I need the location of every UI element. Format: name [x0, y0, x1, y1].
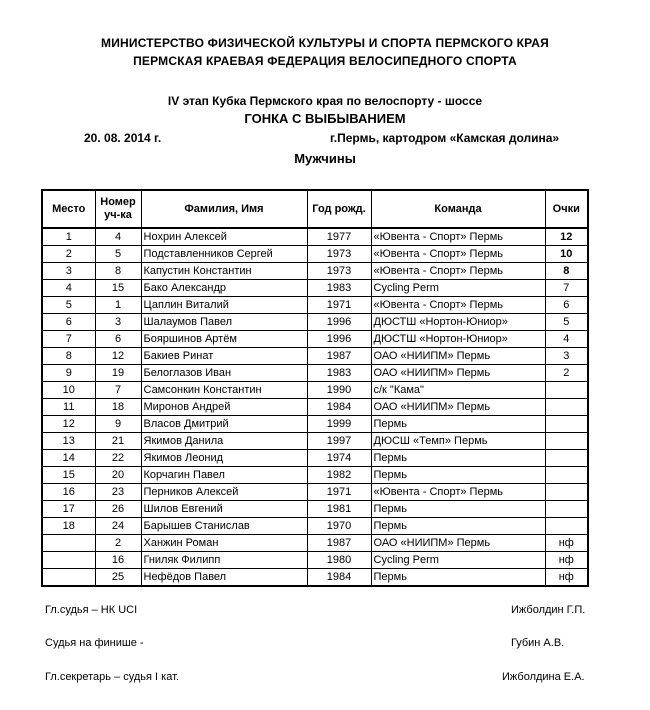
cell-year: 1982 — [307, 467, 371, 484]
chief-judge-label: Гл.судья – НК UCI — [45, 604, 138, 616]
table-row — [42, 263, 588, 280]
table-row — [42, 569, 588, 587]
cell-place: 16 — [42, 484, 95, 501]
cell-team: ДЮСТШ «Нортон-Юниор» — [371, 331, 545, 348]
finish-judge-name: Губин А.В. — [511, 637, 565, 649]
table-row — [42, 228, 588, 246]
cell-team: ОАО «НИИПМ» Пермь — [371, 348, 545, 365]
cell-year: 1974 — [307, 450, 371, 467]
cell-bib: 9 — [95, 416, 141, 433]
table-row — [42, 433, 588, 450]
table-row — [42, 246, 588, 263]
cell-team: Пермь — [371, 518, 545, 535]
table-row — [42, 280, 588, 297]
cell-name: Якимов Леонид — [141, 450, 307, 467]
cell-place: 18 — [42, 518, 95, 535]
table-row — [42, 467, 588, 484]
cell-points: 5 — [545, 314, 588, 331]
cell-bib: 25 — [95, 569, 141, 587]
cell-points: нф — [545, 535, 588, 552]
cell-name: Капустин Константин — [141, 263, 307, 280]
cell-name: Подставленников Сергей — [141, 246, 307, 263]
cell-team: с/к "Кама" — [371, 382, 545, 399]
cell-team: «Ювента - Спорт» Пермь — [371, 484, 545, 501]
cell-bib: 3 — [95, 314, 141, 331]
cell-place — [42, 552, 95, 569]
cell-place — [42, 535, 95, 552]
cell-bib: 19 — [95, 365, 141, 382]
cell-team: Пермь — [371, 467, 545, 484]
cell-place: 10 — [42, 382, 95, 399]
cell-bib: 12 — [95, 348, 141, 365]
cell-bib: 7 — [95, 382, 141, 399]
cell-bib: 20 — [95, 467, 141, 484]
stage-title: IV этап Кубка Пермского края по велоспорту - шоссе — [167, 94, 483, 108]
race-title: ГОНКА С ВЫБЫВАНИЕМ — [244, 111, 406, 126]
cell-bib: 16 — [95, 552, 141, 569]
table-row — [42, 382, 588, 399]
cell-bib: 23 — [95, 484, 141, 501]
cell-place: 8 — [42, 348, 95, 365]
table-row — [42, 416, 588, 433]
ministry-title: МИНИСТЕРСТВО ФИЗИЧЕСКОЙ КУЛЬТУРЫ И СПОРТА ПЕРМСКОГО КРАЯ — [101, 36, 549, 50]
cell-place: 11 — [42, 399, 95, 416]
cell-bib: 6 — [95, 331, 141, 348]
cell-place: 5 — [42, 297, 95, 314]
cell-name: Перников Алексей — [141, 484, 307, 501]
cell-points: 7 — [545, 280, 588, 297]
cell-team: ОАО «НИИПМ» Пермь — [371, 399, 545, 416]
col-header-place: Место — [42, 190, 95, 228]
cell-place: 6 — [42, 314, 95, 331]
cell-year: 1987 — [307, 535, 371, 552]
cell-points: нф — [545, 552, 588, 569]
cell-team: Пермь — [371, 450, 545, 467]
cell-points — [545, 433, 588, 450]
cell-place: 15 — [42, 467, 95, 484]
cell-year: 1970 — [307, 518, 371, 535]
cell-year: 1973 — [307, 246, 371, 263]
results-table — [41, 189, 589, 587]
cell-year: 1997 — [307, 433, 371, 450]
table-row — [42, 365, 588, 382]
cell-year: 1983 — [307, 365, 371, 382]
table-row — [42, 535, 588, 552]
bib-header-line1: Номер — [100, 196, 136, 208]
cell-points: 8 — [545, 263, 588, 280]
cell-year: 1980 — [307, 552, 371, 569]
cell-name: Белоглазов Иван — [141, 365, 307, 382]
chief-judge-name: Ижболдин Г.П. — [511, 604, 586, 616]
cell-place: 13 — [42, 433, 95, 450]
cell-points: 4 — [545, 331, 588, 348]
cell-team: ДЮСТШ «Нортон-Юниор» — [371, 314, 545, 331]
table-row — [42, 484, 588, 501]
cell-bib: 24 — [95, 518, 141, 535]
cell-team: Cycling Perm — [371, 280, 545, 297]
cell-name: Нохрин Алексей — [141, 228, 307, 246]
col-header-name: Фамилия, Имя — [141, 190, 307, 228]
cell-points — [545, 382, 588, 399]
cell-name: Бакиев Ринат — [141, 348, 307, 365]
bib-header-line2: уч-ка — [104, 209, 132, 221]
cell-team: Cycling Perm — [371, 552, 545, 569]
cell-place: 17 — [42, 501, 95, 518]
cell-team: «Ювента - Спорт» Пермь — [371, 263, 545, 280]
cell-points: 6 — [545, 297, 588, 314]
cell-team: ОАО «НИИПМ» Пермь — [371, 535, 545, 552]
col-header-team: Команда — [371, 190, 545, 228]
cell-place: 4 — [42, 280, 95, 297]
event-date: 20. 08. 2014 г. — [84, 131, 162, 145]
event-venue: г.Пермь, картодром «Камская долина» — [330, 131, 560, 145]
cell-points — [545, 416, 588, 433]
cell-bib: 22 — [95, 450, 141, 467]
cell-year: 1984 — [307, 569, 371, 587]
chief-secretary-label: Гл.секретарь – судья I кат. — [45, 671, 179, 683]
cell-name: Шалаумов Павел — [141, 314, 307, 331]
table-row — [42, 314, 588, 331]
cell-place: 3 — [42, 263, 95, 280]
cell-points: 12 — [545, 228, 588, 246]
cell-points — [545, 450, 588, 467]
cell-name: Цаплин Виталий — [141, 297, 307, 314]
cell-team: Пермь — [371, 416, 545, 433]
cell-name: Якимов Данила — [141, 433, 307, 450]
cell-year: 1971 — [307, 297, 371, 314]
cell-year: 1977 — [307, 228, 371, 246]
cell-name: Самсонкин Константин — [141, 382, 307, 399]
cell-points: 10 — [545, 246, 588, 263]
cell-bib: 2 — [95, 535, 141, 552]
cell-team: Пермь — [371, 569, 545, 587]
cell-bib: 18 — [95, 399, 141, 416]
cell-name: Миронов Андрей — [141, 399, 307, 416]
cell-name: Власов Дмитрий — [141, 416, 307, 433]
cell-team: «Ювента - Спорт» Пермь — [371, 228, 545, 246]
cell-bib: 1 — [95, 297, 141, 314]
cell-year: 1981 — [307, 501, 371, 518]
cell-team: Пермь — [371, 501, 545, 518]
cell-year: 1973 — [307, 263, 371, 280]
cell-year: 1990 — [307, 382, 371, 399]
cell-name: Барышев Станислав — [141, 518, 307, 535]
table-row — [42, 348, 588, 365]
cell-team: «Ювента - Спорт» Пермь — [371, 246, 545, 263]
cell-points — [545, 484, 588, 501]
cell-place: 1 — [42, 228, 95, 246]
cell-team: «Ювента - Спорт» Пермь — [371, 297, 545, 314]
cell-name: Ханжин Роман — [141, 535, 307, 552]
cell-team: ДЮСШ «Темп» Пермь — [371, 433, 545, 450]
cell-points: 3 — [545, 348, 588, 365]
col-header-points: Очки — [545, 190, 588, 228]
cell-bib: 8 — [95, 263, 141, 280]
cell-name: Нефёдов Павел — [141, 569, 307, 587]
table-row — [42, 518, 588, 535]
table-row — [42, 450, 588, 467]
cell-bib: 26 — [95, 501, 141, 518]
cell-points — [545, 399, 588, 416]
cell-place: 14 — [42, 450, 95, 467]
col-header-bib — [95, 190, 141, 228]
col-header-year: Год рожд. — [307, 190, 371, 228]
cell-place: 12 — [42, 416, 95, 433]
table-row — [42, 399, 588, 416]
cell-bib: 5 — [95, 246, 141, 263]
category-title: Мужчины — [294, 151, 356, 166]
table-header-row — [42, 190, 588, 228]
cell-team: ОАО «НИИПМ» Пермь — [371, 365, 545, 382]
table-row — [42, 501, 588, 518]
table-row — [42, 552, 588, 569]
cell-place — [42, 569, 95, 587]
federation-title: ПЕРМСКАЯ КРАЕВАЯ ФЕДЕРАЦИЯ ВЕЛОСИПЕДНОГО СПОРТА — [133, 54, 517, 68]
cell-name: Бояршинов Артём — [141, 331, 307, 348]
cell-year: 1996 — [307, 314, 371, 331]
cell-bib: 15 — [95, 280, 141, 297]
cell-points: нф — [545, 569, 588, 587]
cell-year: 1983 — [307, 280, 371, 297]
cell-bib: 4 — [95, 228, 141, 246]
cell-place: 9 — [42, 365, 95, 382]
cell-points — [545, 467, 588, 484]
cell-year: 1999 — [307, 416, 371, 433]
chief-secretary-name: Ижболдина Е.А. — [502, 671, 585, 683]
cell-year: 1996 — [307, 331, 371, 348]
cell-name: Корчагин Павел — [141, 467, 307, 484]
table-row — [42, 331, 588, 348]
cell-points — [545, 501, 588, 518]
cell-name: Шилов Евгений — [141, 501, 307, 518]
cell-points: 2 — [545, 365, 588, 382]
cell-year: 1971 — [307, 484, 371, 501]
table-row — [42, 297, 588, 314]
cell-year: 1987 — [307, 348, 371, 365]
cell-place: 2 — [42, 246, 95, 263]
cell-bib: 21 — [95, 433, 141, 450]
cell-place: 7 — [42, 331, 95, 348]
finish-judge-label: Судья на финише - — [45, 637, 144, 649]
cell-name: Бако Александр — [141, 280, 307, 297]
cell-name: Гниляк Филипп — [141, 552, 307, 569]
cell-points — [545, 518, 588, 535]
cell-year: 1984 — [307, 399, 371, 416]
